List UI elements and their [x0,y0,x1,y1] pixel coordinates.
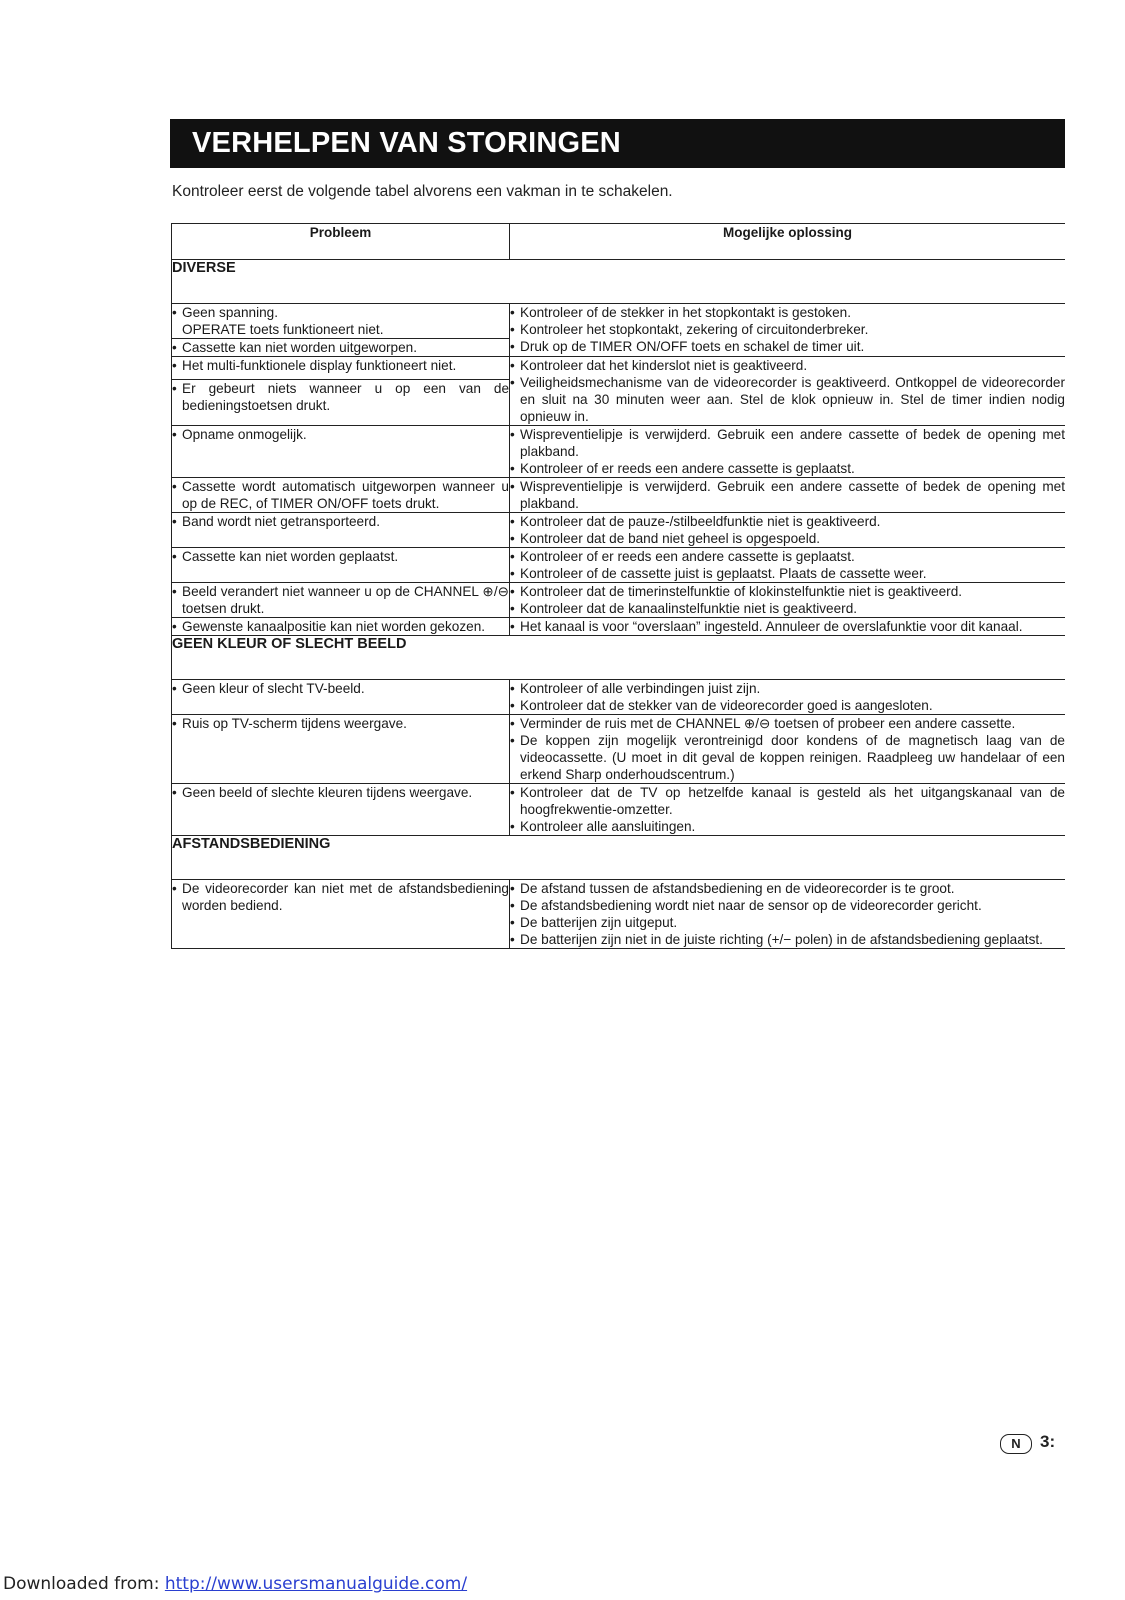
bullet-icon: • [510,305,515,320]
bullet-icon: • [510,733,515,748]
solution-text: Veiligheidsmechanisme van de videorecorder is geaktiveerd. Ontkoppel de videorecorder en sluit na 30 minuten weer aan. Stel de klok opnieuw in. Stel de timer indien nodig opnieuw in. [520,375,1065,424]
solution-text: De batterijen zijn niet in de juiste richting (+/− polen) in de afstandsbediening geplaatst. [520,932,1043,947]
bullet-icon: • [172,514,177,529]
problem-cell [172,784,510,836]
bullet-icon: • [510,716,515,731]
bullet-icon: • [510,619,515,634]
download-footer [3,1574,467,1594]
problem-cell [172,715,510,784]
solution-cell [510,548,1066,583]
problem-cell [172,880,510,949]
table-row [172,880,1066,949]
solution-cell [510,880,1066,949]
solution-text: Kontroleer dat het kinderslot niet is geaktiveerd. [520,358,808,373]
solution-cell [510,357,1066,426]
problem-text: Er gebeurt niets wanneer u op een van de bedieningstoetsen drukt. [182,381,509,414]
solution-text: De afstand tussen de afstandsbediening en de videorecorder is te groot. [520,881,955,896]
table-row [172,548,1066,583]
solution-text: Kontroleer dat de TV op hetzelfde kanaal is gesteld als het uitgangskanaal van de hoogfrekwentie-omzetter. [520,785,1065,817]
bullet-icon: • [510,681,515,696]
bullet-icon: • [172,785,177,800]
troubleshooting-table [171,223,1065,949]
bullet-icon: • [510,932,515,947]
solution-text: De batterijen zijn uitgeput. [520,915,678,930]
solution-text: Kontroleer dat de pauze-/stilbeeldfunktie niet is geaktiveerd. [520,514,881,529]
language-badge: N [1000,1434,1032,1454]
page-number: 3: [1040,1432,1056,1451]
bullet-icon: • [510,375,515,390]
table-row [172,478,1066,513]
solution-text: Kontroleer alle aansluitingen. [520,819,696,834]
bullet-icon: • [172,340,177,355]
bullet-icon: • [510,358,515,373]
problem-cell [172,426,510,478]
solution-text: Druk op de TIMER ON/OFF toets en schakel de timer uit. [520,339,865,354]
solution-cell [510,715,1066,784]
bullet-icon: • [510,339,515,354]
bullet-icon: • [510,785,515,800]
problem-cell [172,618,510,636]
problem-text: Geen kleur of slecht TV-beeld. [182,681,365,696]
problem-text: Cassette kan niet worden uitgeworpen. [182,340,418,355]
bullet-icon: • [172,358,177,373]
bullet-icon: • [172,305,177,320]
bullet-icon: • [510,427,515,442]
column-header-solution: Mogelijke oplossing [510,224,1066,260]
bullet-icon: • [510,549,515,564]
bullet-icon: • [172,681,177,696]
solution-text: Verminder de ruis met de CHANNEL ⊕/⊖ toetsen of probeer een andere cassette. [520,716,1016,731]
footer-link[interactable]: http://www.usersmanualguide.com/ [164,1574,468,1594]
solution-text: Kontroleer of de stekker in het stopkontakt is gestoken. [520,305,851,320]
problem-cell [172,339,510,357]
solution-cell [510,583,1066,618]
problem-cell [172,380,510,426]
problem-text: Geen spanning. [182,305,278,320]
problem-text: Cassette kan niet worden geplaatst. [182,549,399,564]
solution-text: Wispreventielipje is verwijderd. Gebruik een andere cassette of bedek de opening met plakband. [520,427,1065,459]
problem-text: Geen beeld of slechte kleuren tijdens weergave. [182,785,473,800]
problem-text: Ruis op TV-scherm tijdens weergave. [182,716,407,731]
problem-text: Cassette wordt automatisch uitgeworpen wanneer u op de REC, of TIMER ON/OFF toets drukt. [182,479,509,511]
solution-text: De afstandsbediening wordt niet naar de sensor op de videorecorder gericht. [520,898,982,913]
problem-text: Opname onmogelijk. [182,427,307,442]
solution-text: Het kanaal is voor “overslaan” ingesteld. Annuleer de overslafunktie voor dit kanaal. [520,619,1023,634]
problem-text: Gewenste kanaalpositie kan niet worden gekozen. [182,619,486,634]
table-row [172,513,1066,548]
solution-cell [510,513,1066,548]
table-row [172,426,1066,478]
bullet-icon: • [172,549,177,564]
section-title: DIVERSE [172,260,1066,304]
problem-cell [172,680,510,715]
solution-text: Kontroleer of de cassette juist is geplaatst. Plaats de cassette weer. [520,566,927,581]
bullet-icon: • [172,619,177,634]
bullet-icon: • [510,819,515,834]
solution-text: Kontroleer dat de stekker van de videorecorder goed is aangesloten. [520,698,933,713]
footer-label: Downloaded from: [3,1574,165,1594]
problem-cell [172,304,510,339]
solution-cell [510,478,1066,513]
table-row [172,357,1066,380]
table-row [172,715,1066,784]
bullet-icon: • [510,584,515,599]
bullet-icon: • [510,898,515,913]
problem-cell [172,357,510,380]
solution-text: De koppen zijn mogelijk verontreinigd door kondens of de magnetisch laag van de videocassette. (U moet in dit geval de koppen reinigen. Raadpleeg uw handelaar of een erkend Sharp onderhoudscentrum.) [520,733,1065,782]
bullet-icon: • [510,479,515,494]
bullet-icon: • [172,479,177,494]
column-header-problem: Probleem [172,224,510,260]
solution-text: Kontroleer of er reeds een andere cassette is geplaatst. [520,461,855,476]
problem-cell [172,548,510,583]
bullet-icon: • [172,881,177,896]
solution-text: Kontroleer het stopkontakt, zekering of circuitonderbreker. [520,322,869,337]
bullet-icon: • [172,381,177,397]
problem-text: Band wordt niet getransporteerd. [182,514,380,529]
table-row [172,304,1066,339]
page-title: VERHELPEN VAN STORINGEN [170,119,1065,168]
bullet-icon: • [172,584,177,599]
bullet-icon: • [510,915,515,930]
bullet-icon: • [510,531,515,546]
solution-cell [510,784,1066,836]
solution-text: Kontroleer dat de timerinstelfunktie of klokinstelfunktie niet is geaktiveerd. [520,584,963,599]
problem-cell [172,478,510,513]
bullet-icon: • [172,427,177,442]
bullet-icon: • [172,716,177,731]
solution-cell [510,426,1066,478]
table-row [172,583,1066,618]
solution-cell [510,618,1066,636]
problem-text: Het multi-funktionele display funktioneert niet. [182,358,457,373]
bullet-icon: • [510,698,515,713]
bullet-icon: • [510,881,515,896]
bullet-icon: • [510,461,515,476]
solution-text: Kontroleer of alle verbindingen juist zijn. [520,681,761,696]
solution-cell [510,680,1066,715]
table-row [172,618,1066,636]
problem-text: De videorecorder kan niet met de afstandsbediening worden bediend. [182,881,509,913]
problem-cell [172,583,510,618]
table-row [172,784,1066,836]
solution-text: Wispreventielipje is verwijderd. Gebruik een andere cassette of bedek de opening met plakband. [520,479,1065,511]
intro-text: Kontroleer eerst de volgende tabel alvorens een vakman in te schakelen. [172,183,673,200]
solution-cell [510,304,1066,357]
section-title: GEEN KLEUR OF SLECHT BEELD [172,636,1066,680]
solution-text: Kontroleer of er reeds een andere cassette is geplaatst. [520,549,855,564]
bullet-icon: • [510,514,515,529]
section-title: AFSTANDSBEDIENING [172,836,1066,880]
problem-text: Beeld verandert niet wanneer u op de CHANNEL ⊕/⊖ toetsen drukt. [182,584,509,616]
table-row [172,680,1066,715]
bullet-icon: • [510,566,515,581]
problem-cell [172,513,510,548]
solution-text: Kontroleer dat de band niet geheel is opgespoeld. [520,531,821,546]
solution-text: Kontroleer dat de kanaalinstelfunktie niet is geaktiveerd. [520,601,858,616]
bullet-icon: • [510,601,515,616]
problem-text: OPERATE toets funktioneert niet. [182,322,384,337]
bullet-icon: • [510,322,515,337]
